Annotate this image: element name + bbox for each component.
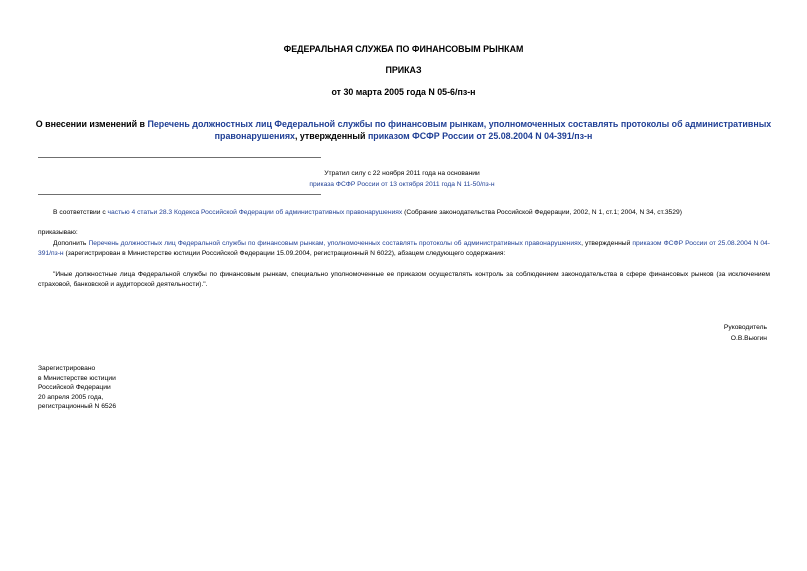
registration-block [38, 364, 116, 412]
order-paragraph [38, 239, 770, 258]
title-link-list[interactable]: Перечень должностных лиц Федеральной службы по финансовым рынкам, уполномоченных составлять протоколы об административных правонарушениях [147, 119, 772, 141]
repeal-link[interactable]: приказа ФСФР России от 13 октября 2011 года N 11-50/пз-н [309, 181, 495, 188]
order-mid: , утвержденный [581, 240, 633, 247]
agency-name: ФЕДЕРАЛЬНАЯ СЛУЖБА ПО ФИНАНСОВЫМ РЫНКАМ [283, 44, 524, 54]
title-prefix: О внесении изменений в [35, 119, 148, 129]
top-divider [38, 157, 321, 158]
registration-line: Зарегистрировано [38, 365, 96, 372]
document-date-number: от 30 марта 2005 года N 05-6/пз-н [331, 87, 476, 97]
registration-line: регистрационный N 6526 [38, 403, 117, 411]
registration-line: Российской Федерации [38, 384, 111, 392]
document-title [30, 118, 777, 142]
title-link-order[interactable]: приказом ФСФР России от 25.08.2004 N 04-391/пз-н [367, 131, 593, 141]
preamble-prefix: В соответствии с [53, 209, 108, 216]
preamble-code-link[interactable]: частью 4 статьи 28.3 Кодекса Российской Федерации об административных правонарушениях [107, 209, 403, 216]
order-prefix: Дополнить [53, 240, 89, 247]
order-word: приказываю: [38, 229, 78, 236]
document-type: ПРИКАЗ [385, 65, 422, 75]
quoted-addition: "Иные должностные лица Федеральной службы по финансовым рынкам, специально уполномоченные ее приказом осуществлять контроль за соблюдением законодательства в сфере финансовых рынков (за исключением страховой, банковской и аудиторской деятельности).". [38, 271, 770, 288]
repeal-note: Утратил силу с 22 ноября 2011 года на основании [324, 170, 480, 177]
registration-line: 20 апреля 2005 года, [38, 393, 104, 401]
bottom-divider [38, 194, 321, 195]
order-list-link[interactable]: Перечень должностных лиц Федеральной службы по финансовым рынкам, уполномоченных составлять протоколы об административных правонарушениях [88, 240, 582, 247]
signatory-name: О.В.Вьюгин [730, 335, 767, 342]
order-approval-link[interactable]: приказом ФСФР России от 25.08.2004 N 04-391/пз-н [38, 240, 771, 257]
order-suffix: (зарегистрирован в Министерстве юстиции Российской Федерации 15.09.2004, регистрационный N 6022), абзацем следующего содержания: [63, 249, 506, 257]
signatory-position: Руководитель [723, 324, 767, 331]
preamble-paragraph [38, 208, 770, 218]
preamble-suffix: (Собрание законодательства Российской Федерации, 2002, N 1, ст.1; 2004, N 34, ст.3529) [402, 209, 682, 216]
registration-line: в Министерстве юстиции [38, 374, 116, 382]
title-middle: , утвержденный [294, 131, 368, 141]
